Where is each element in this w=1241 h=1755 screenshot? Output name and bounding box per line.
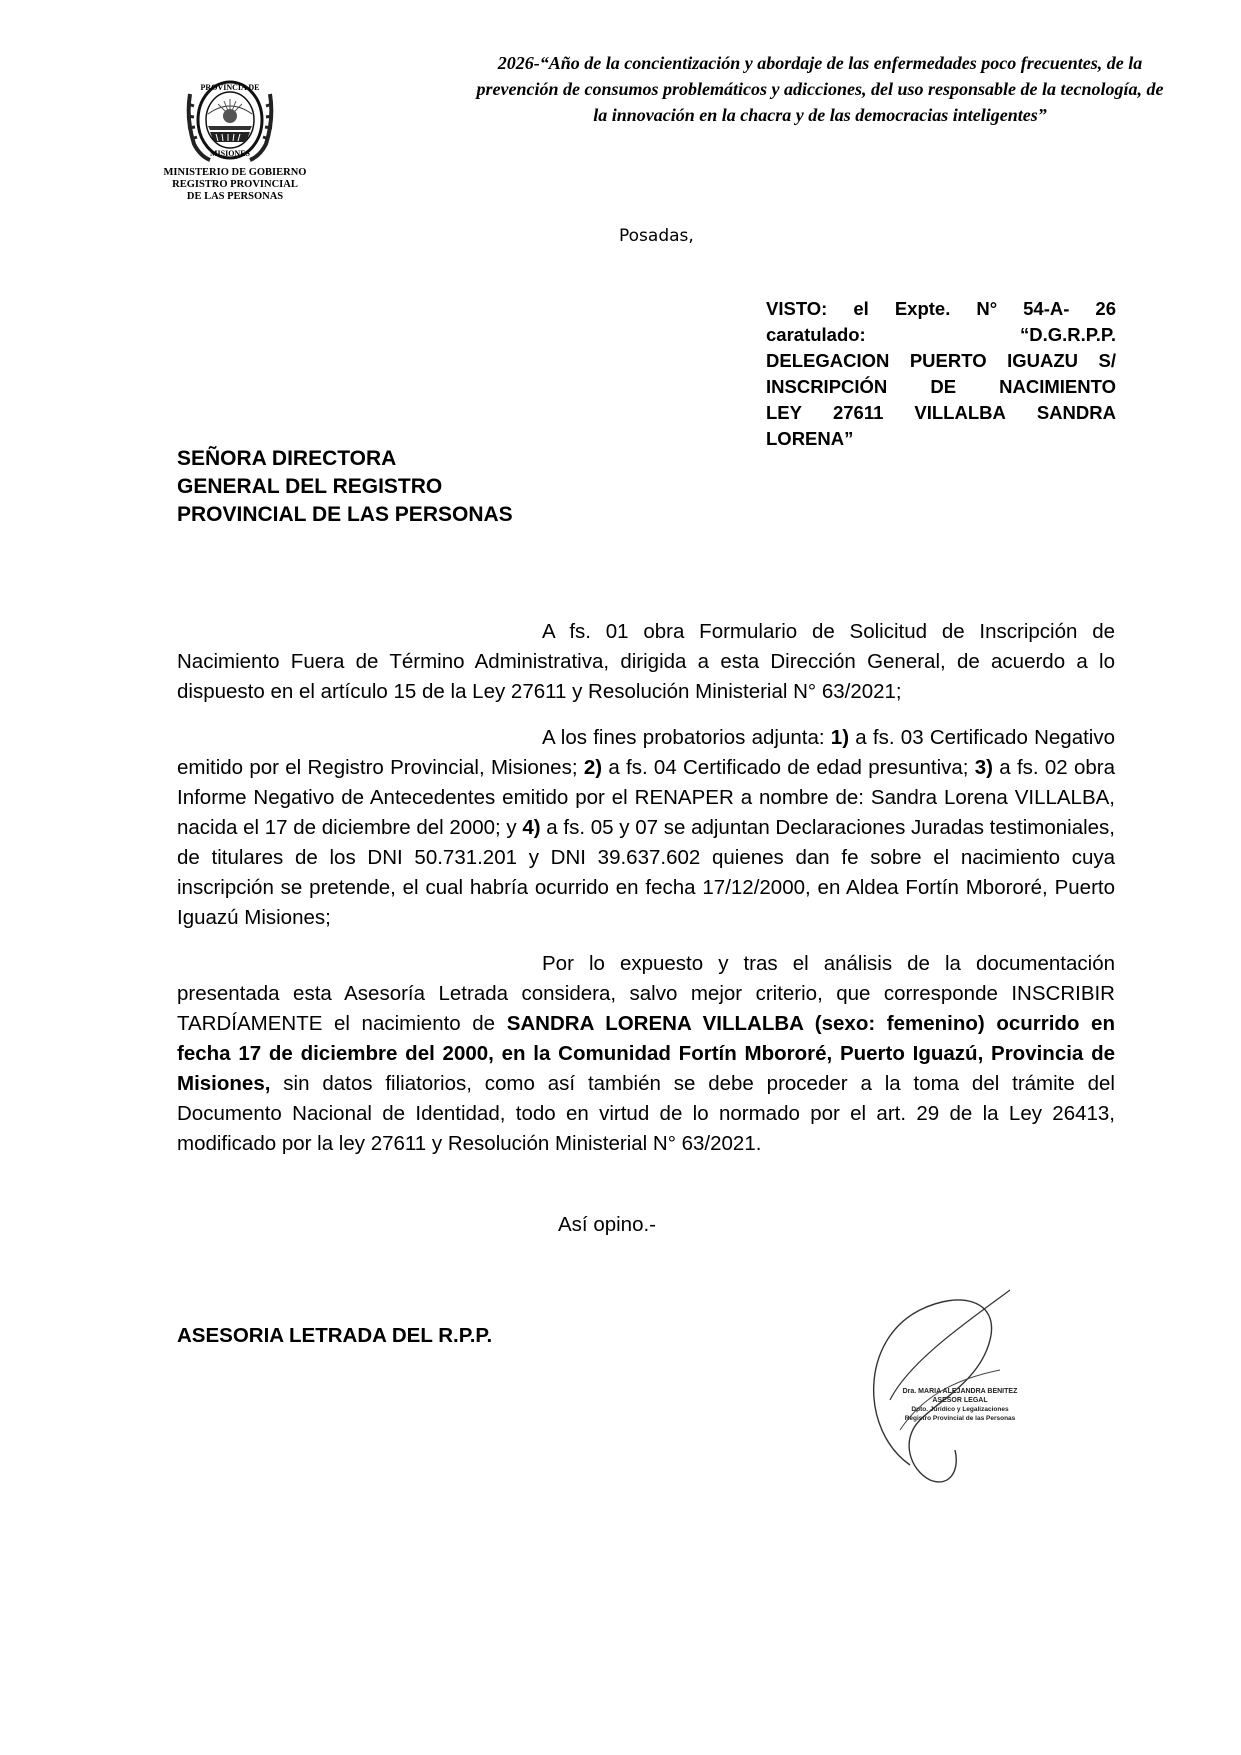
visto-word: caratulado: <box>766 324 866 345</box>
seal-text-bottom: MISIONES <box>209 149 251 158</box>
visto-word: VILLALBA <box>914 402 1006 423</box>
paragraph-text: sin datos filiatorios, como así también se debe proceder a la toma del trámite del Documento Nacional de Identidad, todo en virtud de lo normado por el art. 29 de la Ley 26413, modificado por la ley 27611 y Resolución Ministerial N° 63/2021. <box>177 1072 1115 1155</box>
paragraph-text: A los fines probatorios adjunta: <box>542 726 831 749</box>
item-number: 4) <box>522 816 541 839</box>
closing-phrase: Así opino.- <box>558 1213 656 1236</box>
paragraph-text: a fs. 04 Certificado de edad presuntiva; <box>602 756 975 779</box>
visto-word: IGUAZU <box>1007 350 1078 371</box>
addressee-block <box>177 445 513 529</box>
paragraph-text: Por lo expuesto y tras el análisis de la documentación presentada esta Asesoría Letrada considera, salvo mejor criterio, que corresponde INSCRIBIR TARDÍAMENTE el nacimiento de <box>177 952 1115 1035</box>
paragraph-text: a fs. 05 y 07 se adjuntan Declaraciones Juradas testimoniales, de titulares de los DNI 50.731.201 y DNI 39.637.602 quienes dan fe sobre el nacimiento cuya inscripción se pretende, el cual habría ocurrido en fecha 17/12/2000, en Aldea Fortín Mbororé, Puerto Iguazú Misiones; <box>177 816 1115 929</box>
province-seal-logo <box>180 74 280 166</box>
body-paragraph-1 <box>177 617 1115 707</box>
visto-word: LORENA” <box>766 428 854 449</box>
visto-word: Expte. <box>894 298 951 319</box>
visto-word: SANDRA <box>1036 402 1116 423</box>
paragraph-text: a fs. 03 Certificado Negativo emitido por el Registro Provincial, Misiones; <box>177 726 1115 779</box>
signer-office: ASESORIA LETRADA DEL R.P.P. <box>177 1324 493 1347</box>
visto-word: LEY <box>766 402 802 423</box>
addressee-line: PROVINCIAL DE LAS PERSONAS <box>177 503 513 526</box>
item-number: 1) <box>830 726 850 749</box>
visto-word: S/ <box>1098 350 1116 371</box>
visto-word: 54-A- <box>1023 298 1070 319</box>
ministry-line: REGISTRO PROVINCIAL <box>172 179 298 190</box>
visto-word: 27611 <box>832 402 884 423</box>
addressee-line: SEÑORA DIRECTORA <box>177 447 397 470</box>
visto-word: DELEGACION <box>766 350 890 371</box>
visto-word: INSCRIPCIÓN <box>766 376 888 397</box>
visto-word: PUERTO <box>909 350 987 371</box>
stamp-line: Dra. MARIA ALEJANDRA BENITEZ <box>902 1388 1018 1395</box>
addressee-line: GENERAL DEL REGISTRO <box>177 475 443 498</box>
visto-word: “D.G.R.P.P. <box>1020 324 1116 345</box>
item-number: 3) <box>974 756 993 779</box>
paragraph-text: a fs. 02 obra Informe Negativo de Antecedentes emitido por el RENAPER a nombre de: Sandra Lorena VILLALBA, nacida el 17 de diciembre del 2000; y <box>177 756 1115 839</box>
body-paragraph-2 <box>177 723 1115 933</box>
body-paragraph-3 <box>177 949 1115 1159</box>
item-number: 2) <box>583 756 603 779</box>
visto-word: el <box>853 298 869 319</box>
registration-details: SANDRA LORENA VILLALBA (sexo: femenino) ocurrido en fecha 17 de diciembre del 2000, en la Comunidad Fortín Mbororé, Puerto Iguazú, Provincia de Misiones, <box>177 1012 1115 1095</box>
visto-word: N° <box>976 298 998 319</box>
year-motto: 2026-“Año de la concientización y abordaje de las enfermedades poco frecuentes, de la prevención de consumos problemáticos y adicciones, del uso responsable de la tecnología, de la innovación en la chacra y de las democracias inteligentes” <box>476 53 1164 125</box>
stamp-line: ASESOR LEGAL <box>932 1397 988 1404</box>
ministry-line: MINISTERIO DE GOBIERNO <box>163 167 307 178</box>
stamp-line: Registro Provincial de las Personas <box>904 1415 1016 1422</box>
visto-word: DE <box>930 376 957 397</box>
visto-word: VISTO: <box>766 298 828 319</box>
stamp-line: Dpto. Jurídico y Legalizaciones <box>911 1406 1009 1413</box>
visto-reference <box>766 296 1116 452</box>
ministry-heading <box>150 167 320 203</box>
visto-word: NACIMIENTO <box>999 376 1116 397</box>
ministry-line: DE LAS PERSONAS <box>186 191 284 202</box>
place-date-line: Posadas, <box>619 226 694 246</box>
seal-text-top: PROVINCIA DE <box>200 83 260 92</box>
signature-stamp <box>850 1280 1040 1500</box>
paragraph-text: A fs. 01 obra Formulario de Solicitud de Inscripción de Nacimiento Fuera de Término Administrativa, dirigida a esta Dirección General, de acuerdo a lo dispuesto en el artículo 15 de la Ley 27611 y Resolución Ministerial N° 63/2021; <box>177 620 1115 703</box>
visto-word: 26 <box>1095 298 1116 319</box>
